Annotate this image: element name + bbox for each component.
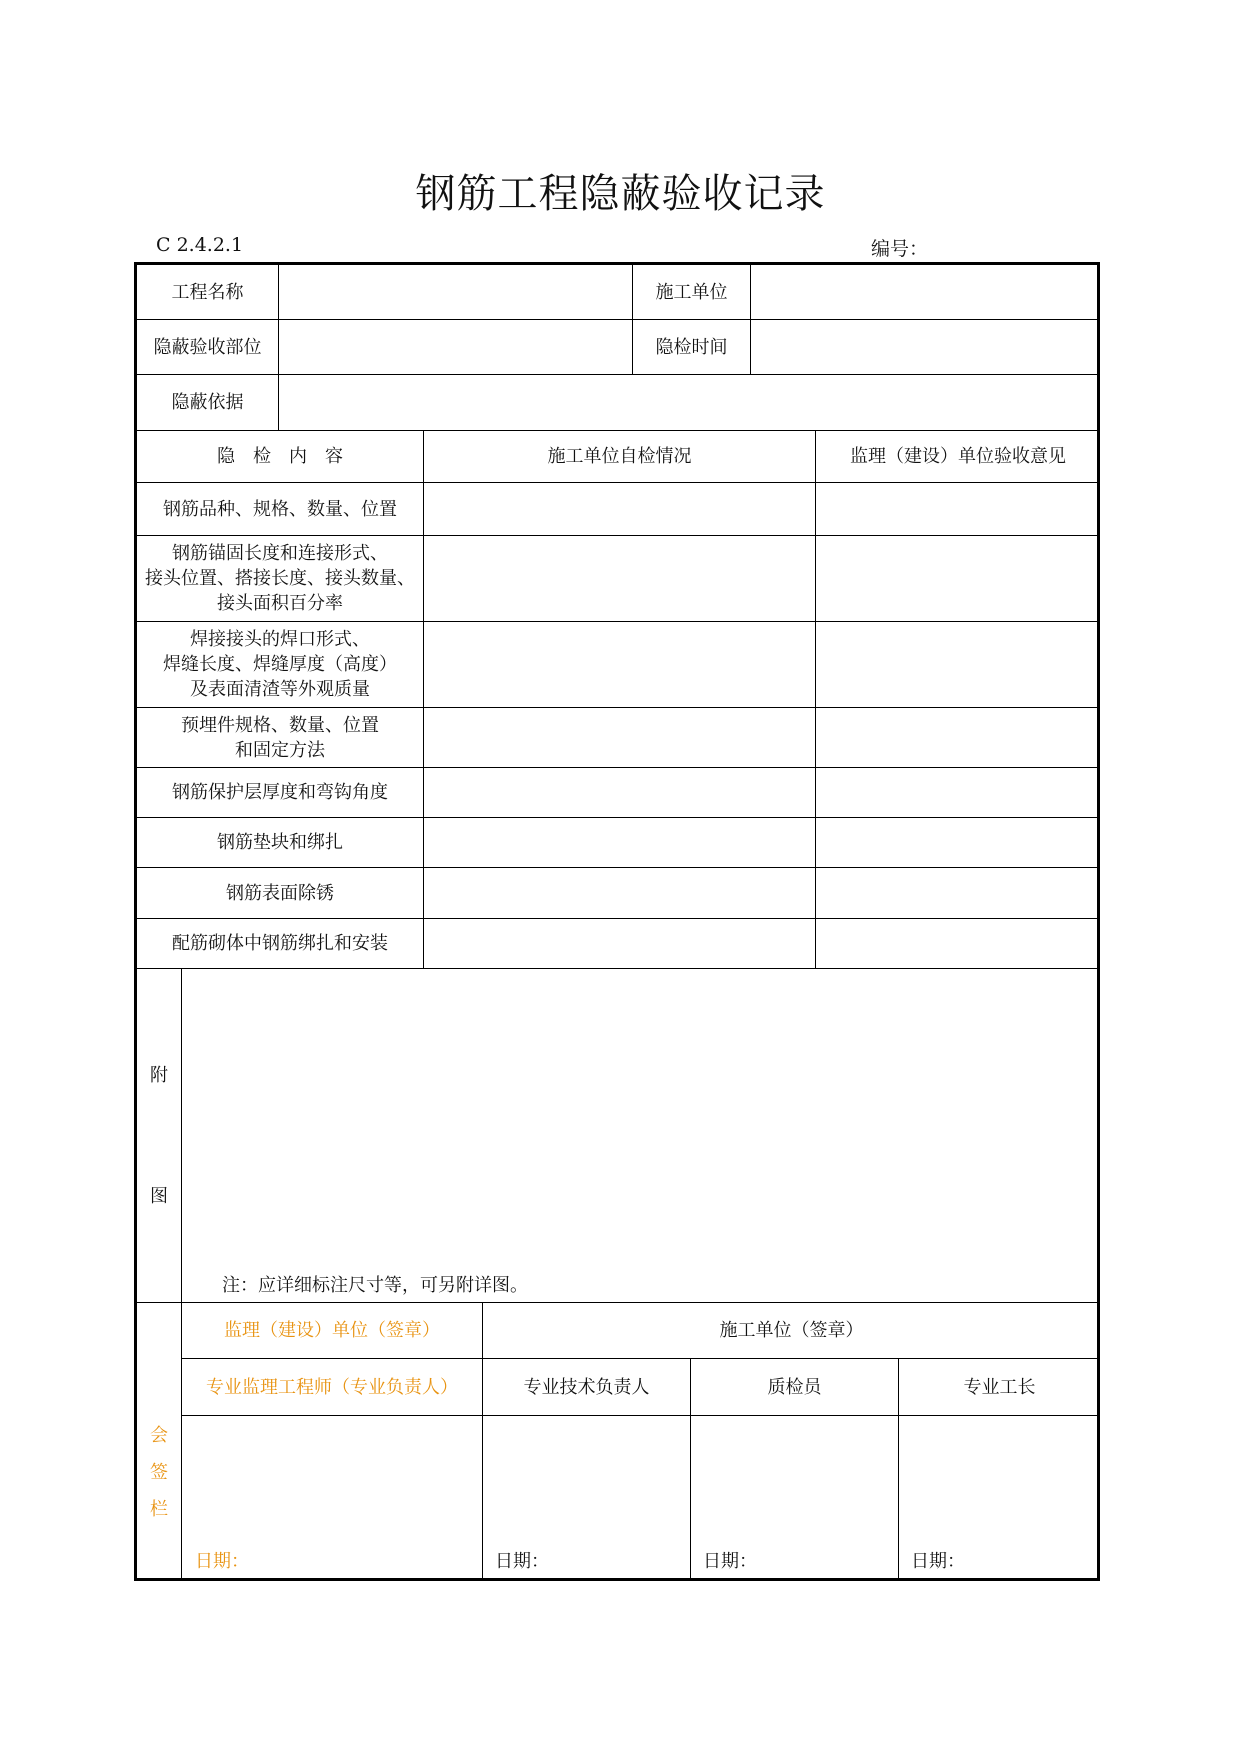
- self-check-cell[interactable]: [424, 622, 816, 708]
- self-check-cell[interactable]: [424, 868, 816, 919]
- signature-label-char: 栏: [150, 1498, 168, 1520]
- check-item-label: 钢筋锚固长度和连接形式、 接头位置、搭接长度、接头数量、 接头面积百分率: [137, 536, 424, 622]
- check-item-label: 钢筋表面除锈: [137, 868, 424, 919]
- project-name-label: 工程名称: [137, 265, 279, 320]
- supervision-engineer-header: 专业监理工程师（专业负责人）: [182, 1359, 483, 1416]
- supervision-opinion-cell[interactable]: [816, 768, 1100, 818]
- supervision-opinion-cell[interactable]: [816, 483, 1100, 536]
- document-title: 钢筋工程隐蔽验收记录: [415, 171, 826, 217]
- supervision-opinion-cell[interactable]: [816, 536, 1100, 622]
- foreman-header: 专业工长: [899, 1359, 1100, 1416]
- attachment-note: 注：应详细标注尺寸等，可另附详图。: [222, 1275, 528, 1296]
- hidden-part-field[interactable]: [279, 320, 633, 375]
- check-time-label: 隐检时间: [633, 320, 751, 375]
- check-item-label: 钢筋保护层厚度和弯钩角度: [137, 768, 424, 818]
- supervision-opinion-cell[interactable]: [816, 708, 1100, 768]
- supervision-opinion-header: 监理（建设）单位验收意见: [816, 431, 1100, 483]
- form-code: C 2.4.2.1: [156, 234, 244, 256]
- construction-unit-label: 施工单位: [633, 265, 751, 320]
- attachment-label-char: 图: [150, 1185, 168, 1207]
- supervision-opinion-cell[interactable]: [816, 868, 1100, 919]
- project-name-field[interactable]: [279, 265, 633, 320]
- record-table: [134, 262, 1100, 1581]
- tech-lead-header: 专业技术负责人: [483, 1359, 691, 1416]
- signature-label: [137, 1303, 182, 1581]
- attachment-label: [137, 969, 182, 1303]
- check-item-label: 钢筋垫块和绑扎: [137, 818, 424, 868]
- self-check-cell[interactable]: [424, 818, 816, 868]
- hidden-part-label: 隐蔽验收部位: [137, 320, 279, 375]
- check-time-field[interactable]: [751, 320, 1100, 375]
- attachment-label-char: 附: [150, 1064, 168, 1086]
- self-check-cell[interactable]: [424, 768, 816, 818]
- check-item-label: 配筋砌体中钢筋绑扎和安装: [137, 919, 424, 969]
- signature-label-char: 会: [150, 1424, 168, 1446]
- self-check-cell[interactable]: [424, 483, 816, 536]
- date-label: 日期：: [195, 1551, 249, 1572]
- quality-inspector-header: 质检员: [691, 1359, 899, 1416]
- construction-unit-field[interactable]: [751, 265, 1100, 320]
- supervision-opinion-cell[interactable]: [816, 622, 1100, 708]
- basis-field[interactable]: [279, 375, 1100, 431]
- check-item-label: 钢筋品种、规格、数量、位置: [137, 483, 424, 536]
- check-item-label: 焊接接头的焊口形式、 焊缝长度、焊缝厚度（高度） 及表面清渣等外观质量: [137, 622, 424, 708]
- date-label: 日期：: [495, 1551, 549, 1572]
- check-item-label: 预埋件规格、数量、位置 和固定方法: [137, 708, 424, 768]
- self-check-cell[interactable]: [424, 708, 816, 768]
- attachment-area[interactable]: [182, 969, 1100, 1303]
- supervision-opinion-cell[interactable]: [816, 919, 1100, 969]
- signature-label-char: 签: [150, 1461, 168, 1483]
- basis-label: 隐蔽依据: [137, 375, 279, 431]
- date-label: 日期：: [911, 1551, 965, 1572]
- construction-unit-seal: 施工单位（签章）: [483, 1303, 1100, 1359]
- self-check-cell[interactable]: [424, 919, 816, 969]
- supervision-unit-seal: 监理（建设）单位（签章）: [182, 1303, 483, 1359]
- self-check-header: 施工单位自检情况: [424, 431, 816, 483]
- self-check-cell[interactable]: [424, 536, 816, 622]
- supervision-opinion-cell[interactable]: [816, 818, 1100, 868]
- date-label: 日期：: [703, 1551, 757, 1572]
- content-header: 隐 检 内 容: [137, 431, 424, 483]
- number-label: 编号：: [871, 238, 929, 260]
